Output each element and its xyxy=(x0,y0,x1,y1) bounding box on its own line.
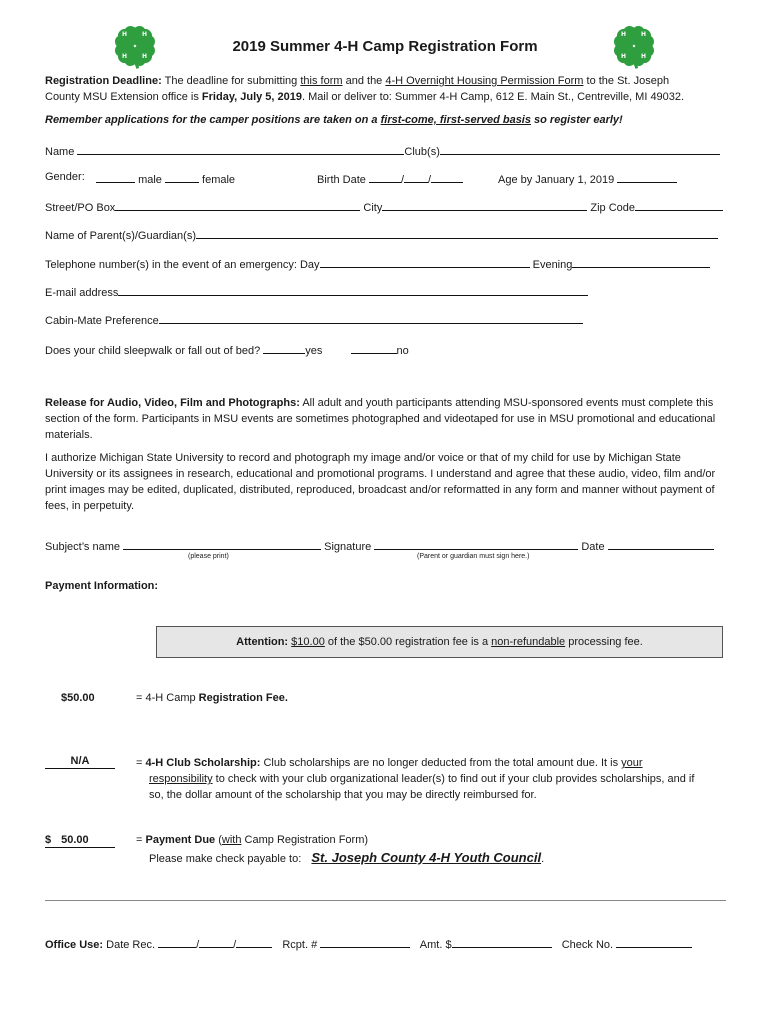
subject-name-field[interactable] xyxy=(123,538,321,550)
attention-amount: $10.00 xyxy=(291,636,325,648)
deadline-text-3: to the St. Joseph xyxy=(583,75,670,87)
email-row xyxy=(45,284,588,299)
rcpt-field[interactable] xyxy=(320,936,410,948)
due-bold: Payment Due xyxy=(145,834,216,846)
deadline-text-4: County MSU Extension office is xyxy=(45,91,202,103)
date-rec-month-field[interactable] xyxy=(158,936,196,948)
due-text-1: ( xyxy=(215,834,222,846)
female-field[interactable] xyxy=(165,171,199,183)
date-rec-label: Date Rec. xyxy=(103,939,156,951)
signature-row xyxy=(45,538,714,553)
svg-text:H: H xyxy=(621,53,627,60)
council-name: St. Joseph County 4-H Youth Council xyxy=(311,850,542,865)
due-text-2: Camp Registration Form) xyxy=(241,834,369,846)
name-label: Name xyxy=(45,146,75,158)
svg-text:H: H xyxy=(621,31,627,38)
svg-text:H: H xyxy=(142,31,148,38)
office-use-row xyxy=(45,936,692,951)
release-heading: Release for Audio, Video, Film and Photographs: xyxy=(45,397,300,409)
phone-row xyxy=(45,256,710,271)
deadline-paragraph xyxy=(45,73,730,105)
scholarship-text-3: so, the dollar amount of the scholarship that you may be directly reimbursed for. xyxy=(149,789,537,801)
signature-date-field[interactable] xyxy=(608,538,714,550)
due-amount: 50.00 xyxy=(61,834,89,846)
male-field[interactable] xyxy=(96,171,135,183)
office-use-label: Office Use: xyxy=(45,939,104,951)
cabin-field[interactable] xyxy=(159,312,583,324)
check-label: Check No. xyxy=(561,939,614,951)
cabin-label: Cabin-Mate Preference xyxy=(45,315,159,327)
this-form-link[interactable]: this form xyxy=(300,75,343,87)
parent-field[interactable] xyxy=(196,227,718,239)
birth-month-field[interactable] xyxy=(369,171,401,183)
date-rec-slash-1: / xyxy=(196,939,200,951)
payable-label: Please make check payable to: xyxy=(149,853,302,865)
deadline-date: Friday, July 5, 2019 xyxy=(201,91,302,103)
name-field[interactable] xyxy=(77,143,404,155)
attention-label: Attention: xyxy=(236,636,289,648)
svg-text:H: H xyxy=(641,53,647,60)
date-rec-year-field[interactable] xyxy=(236,936,272,948)
reminder-text-1: Remember applications for the camper positions are taken on a xyxy=(45,114,381,126)
check-field[interactable] xyxy=(616,936,692,948)
birth-slash-1: / xyxy=(400,174,405,186)
due-amount-row xyxy=(45,834,115,848)
scholarship-amount-row xyxy=(45,755,115,769)
gender-label: Gender: xyxy=(45,171,85,183)
release-paragraph-1 xyxy=(45,395,730,443)
scholarship-your: your xyxy=(621,757,643,769)
email-field[interactable] xyxy=(118,284,588,296)
clubs-label: Club(s) xyxy=(404,146,440,158)
rcpt-label: Rcpt. # xyxy=(282,939,318,951)
street-field[interactable] xyxy=(115,199,360,211)
reminder-line xyxy=(45,114,623,126)
parent-row xyxy=(45,227,718,242)
evening-label: Evening xyxy=(532,259,573,271)
zip-label: Zip Code xyxy=(590,202,636,214)
divider xyxy=(45,900,726,901)
scholarship-amount-field[interactable] xyxy=(45,755,115,769)
please-print-note: (please print) xyxy=(188,553,229,560)
age-row xyxy=(498,171,677,186)
sleepwalk-label: Does your child sleepwalk or fall out of bed? xyxy=(45,345,261,357)
clubs-field[interactable] xyxy=(440,143,720,155)
date-rec-day-field[interactable] xyxy=(199,936,233,948)
release-text-1: All adult and youth participants attending MSU-sponsored events must complete this section of the form. Participants in MSU events are sometimes photographed and videotaped for use in MSU promotional and educational materials. xyxy=(45,397,716,441)
parent-label: Name of Parent(s)/Guardian(s) xyxy=(45,230,196,242)
fee-line xyxy=(136,692,288,704)
birth-day-field[interactable] xyxy=(404,171,428,183)
email-label: E-mail address xyxy=(45,287,119,299)
reminder-text-2: so register early! xyxy=(530,114,623,126)
phone-label: Telephone number(s) in the event of an emergency: Day xyxy=(45,259,320,271)
city-field[interactable] xyxy=(382,199,587,211)
attention-text-1: of the $50.00 registration fee is a xyxy=(324,636,492,648)
gender-row xyxy=(96,171,235,186)
birth-date-label: Birth Date xyxy=(317,174,366,186)
deadline-text-5: . Mail or deliver to: Summer 4-H Camp, 612 E. Main St., Centreville, MI 49032. xyxy=(302,91,685,103)
age-label: Age by January 1, 2019 xyxy=(498,174,615,186)
date-label: Date xyxy=(581,541,605,553)
age-field[interactable] xyxy=(617,171,677,183)
name-row xyxy=(45,143,720,158)
subject-name-label: Subject’s name xyxy=(45,541,121,553)
female-label: female xyxy=(202,174,236,186)
street-label: Street/PO Box xyxy=(45,202,116,214)
birth-year-field[interactable] xyxy=(431,171,463,183)
svg-text:H: H xyxy=(122,31,128,38)
due-amount-field[interactable] xyxy=(45,834,115,848)
amt-field[interactable] xyxy=(452,936,552,948)
male-label: male xyxy=(138,174,162,186)
sleepwalk-row xyxy=(45,342,409,357)
deadline-label: Registration Deadline: xyxy=(45,75,162,87)
svg-text:H: H xyxy=(641,31,647,38)
due-line xyxy=(136,834,368,846)
signature-label: Signature xyxy=(324,541,372,553)
council-period: . xyxy=(541,853,545,865)
attention-text-2: processing fee. xyxy=(565,636,643,648)
deadline-text-2: and the xyxy=(342,75,386,87)
due-eq: = xyxy=(136,834,146,846)
release-paragraph-2: I authorize Michigan State University to record and photograph my image and/or voice or that of my child for use by Michigan State University or its assignees in research, educational and promotional programs. I understand and agree that these audio, video, film and/or print images may be edited, duplicated, distributed, reproduced, broadcast and/or reformatted in any form and manner without payment of fees, in perpetuity. xyxy=(45,452,716,512)
attention-nonrefundable: non-refundable xyxy=(491,636,566,648)
fee-amount: $50.00 xyxy=(61,692,95,704)
amt-label: Amt. $ xyxy=(419,939,452,951)
permission-form-link[interactable]: 4-H Overnight Housing Permission Form xyxy=(385,75,584,87)
fee-eq: = 4-H Camp xyxy=(136,692,199,704)
no-label: no xyxy=(396,345,409,357)
scholarship-text-1: Club scholarships are no longer deducted from the total amount due. It is xyxy=(260,757,622,769)
phone-evening-field[interactable] xyxy=(572,256,710,268)
due-with: with xyxy=(221,834,242,846)
scholarship-bold: 4-H Club Scholarship: xyxy=(145,757,261,769)
address-row xyxy=(45,199,723,214)
city-label: City xyxy=(363,202,383,214)
scholarship-amount: N/A xyxy=(70,755,90,767)
svg-text:H: H xyxy=(142,53,148,60)
payable-line xyxy=(149,850,544,865)
signature-field[interactable] xyxy=(374,538,578,550)
scholarship-responsibility: responsibility xyxy=(149,773,213,785)
deadline-text-1: The deadline for submitting xyxy=(161,75,301,87)
reminder-emphasis: first-come, first-served basis xyxy=(380,114,531,126)
sleepwalk-no-field[interactable] xyxy=(351,342,397,354)
birth-slash-2: / xyxy=(428,174,432,186)
cabin-row xyxy=(45,312,583,327)
phone-day-field[interactable] xyxy=(320,256,530,268)
scholarship-eq: = xyxy=(136,757,146,769)
page-title: 2019 Summer 4-H Camp Registration Form xyxy=(232,38,538,55)
yes-label: yes xyxy=(305,345,323,357)
sleepwalk-yes-field[interactable] xyxy=(263,342,305,354)
scholarship-text xyxy=(136,755,694,803)
due-dollar: $ xyxy=(45,834,52,846)
parent-sign-note: (Parent or guardian must sign here.) xyxy=(417,553,530,560)
svg-text:H: H xyxy=(122,53,128,60)
birth-date-row xyxy=(317,171,463,186)
fee-bold: Registration Fee. xyxy=(198,692,288,704)
payment-heading: Payment Information: xyxy=(45,580,159,592)
attention-box xyxy=(156,626,723,658)
scholarship-text-2: to check with your club organizational leader(s) to find out if your club provides scholarships, and if xyxy=(212,773,695,785)
zip-field[interactable] xyxy=(635,199,723,211)
date-rec-slash-2: / xyxy=(233,939,237,951)
